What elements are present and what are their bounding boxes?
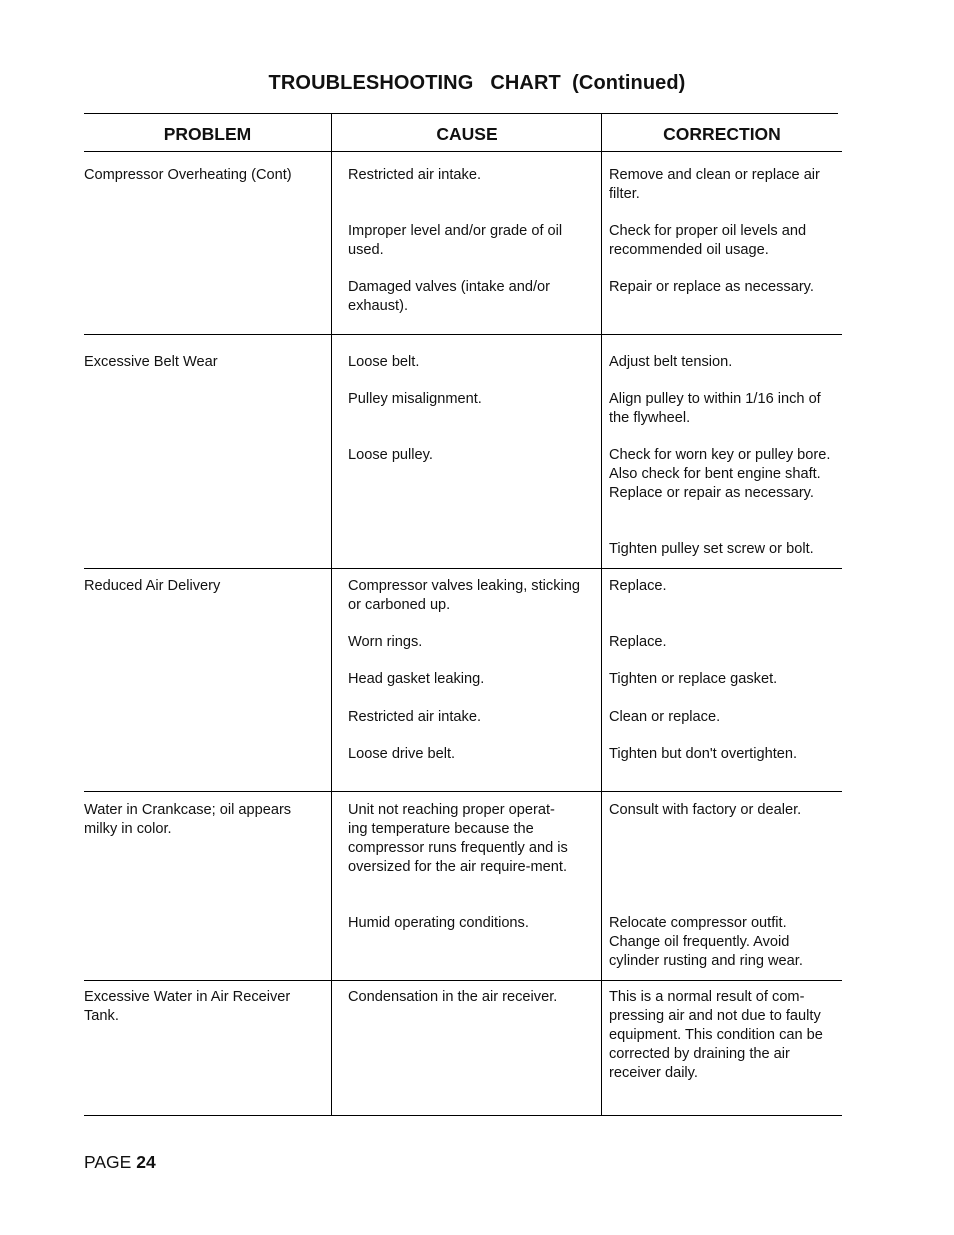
- correction-cell: Clean or replace.: [609, 709, 721, 725]
- cause-cell: Damaged valves (intake and/or exhaust).: [348, 279, 550, 314]
- problem-cell: Excessive Belt Wear: [84, 354, 218, 370]
- cause-cell: Restricted air intake.: [348, 167, 482, 183]
- cause-cell: Condensation in the air receiver.: [348, 989, 558, 1005]
- cause-cell: Worn rings.: [348, 634, 423, 650]
- header-problem: PROBLEM: [163, 124, 252, 144]
- cause-cell: Loose pulley.: [348, 447, 433, 463]
- row-divider: [84, 334, 842, 335]
- correction-cell: Repair or replace as necessary.: [609, 279, 814, 295]
- problem-cell: Compressor Overheating (Cont): [84, 167, 292, 183]
- correction-cell: Tighten or replace gasket.: [609, 671, 778, 687]
- cause-cell: Unit not reaching proper operat-ing temperature because the compressor runs frequently and is oversized for the air require-ment.: [348, 802, 568, 875]
- page-title: TROUBLESHOOTING CHART (Continued): [268, 72, 686, 94]
- cause-cell: Loose belt.: [348, 354, 420, 370]
- correction-cell: Remove and clean or replace air filter.: [609, 167, 820, 202]
- correction-cell: Adjust belt tension.: [609, 354, 733, 370]
- cause-cell: Compressor valves leaking, sticking or carboned up.: [348, 578, 580, 613]
- problem-cell: Excessive Water in Air Receiver Tank.: [84, 989, 291, 1024]
- cause-cell: Improper level and/or grade of oil used.: [348, 223, 563, 258]
- cause-cell: Pulley misalignment.: [348, 391, 482, 407]
- correction-cell: Replace.: [609, 634, 667, 650]
- header-correction: CORRECTION: [663, 124, 781, 144]
- page-label: PAGE: [84, 1152, 132, 1172]
- correction-cell: This is a normal result of com-pressing air and not due to faulty equipment. This condition can be corrected by draining the air receiver daily.: [609, 989, 823, 1081]
- problem-cell: Water in Crankcase; oil appears milky in color.: [84, 802, 292, 837]
- problem-cell: Reduced Air Delivery: [84, 578, 221, 594]
- row-divider: [84, 980, 842, 981]
- correction-cell: Tighten but don't overtighten.: [609, 746, 798, 762]
- column-divider: [331, 113, 332, 1116]
- correction-cell: Consult with factory or dealer.: [609, 802, 802, 818]
- correction-cell: Check for worn key or pulley bore. Also check for bent engine shaft. Replace or repair as necessary.: [609, 447, 831, 501]
- cause-cell: Restricted air intake.: [348, 709, 482, 725]
- correction-cell: Check for proper oil levels and recommended oil usage.: [609, 223, 807, 258]
- table-bottom-rule: [84, 1115, 842, 1116]
- correction-cell: Relocate compressor outfit. Change oil frequently. Avoid cylinder rusting and ring wear.: [609, 915, 803, 969]
- correction-cell: Align pulley to within 1/16 inch of the flywheel.: [609, 391, 821, 426]
- page-number-value: 24: [136, 1152, 156, 1172]
- header-bottom-rule: [84, 151, 842, 152]
- row-divider: [84, 568, 842, 569]
- page-number: [84, 1152, 156, 1173]
- cause-cell: Loose drive belt.: [348, 746, 456, 762]
- header-cause: CAUSE: [436, 124, 498, 144]
- table-top-rule: [84, 113, 838, 114]
- column-divider: [601, 113, 602, 1116]
- correction-cell: Replace.: [609, 578, 667, 594]
- row-divider: [84, 791, 842, 792]
- cause-cell: Humid operating conditions.: [348, 915, 529, 931]
- cause-cell: Head gasket leaking.: [348, 671, 485, 687]
- correction-cell: Tighten pulley set screw or bolt.: [609, 541, 814, 557]
